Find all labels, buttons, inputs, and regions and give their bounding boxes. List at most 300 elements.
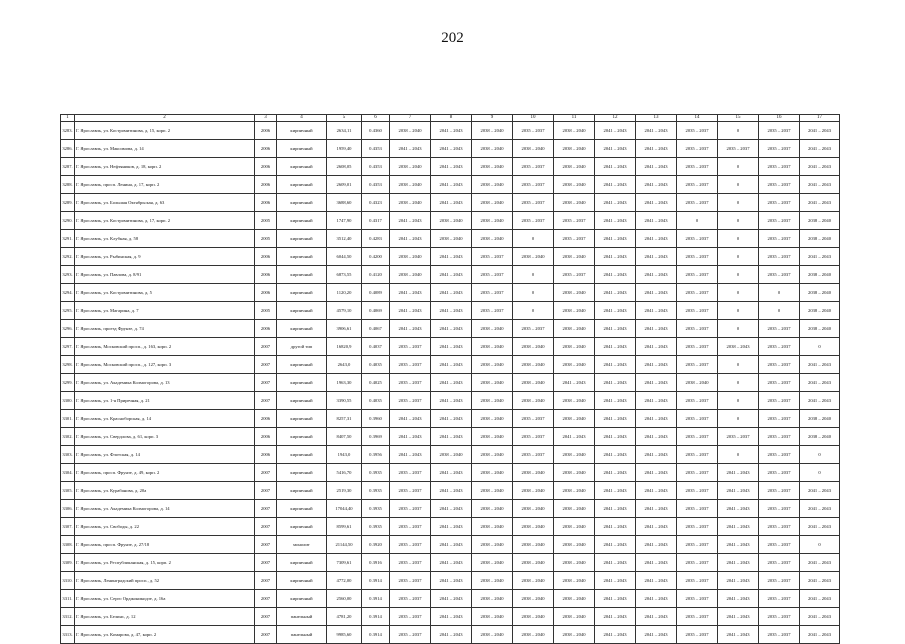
table-cell: 2035 – 2037 [677, 536, 718, 554]
table-row [61, 320, 840, 338]
table-cell: 3295. [61, 302, 75, 320]
table-cell: 2041 – 2043 [718, 626, 759, 644]
table-cell: 2035 – 2037 [390, 482, 431, 500]
table-cell: 2035 – 2037 [759, 356, 800, 374]
table-cell: 2035 – 2037 [759, 140, 800, 158]
table-cell: 2038 – 2040 [554, 356, 595, 374]
table-cell: 2041 – 2043 [390, 212, 431, 230]
table-cell: 2041 – 2043 [800, 518, 840, 536]
table-cell: кирпичный [277, 320, 327, 338]
table-cell: 0.3935 [362, 500, 390, 518]
table-cell: 2041 – 2043 [595, 410, 636, 428]
table-cell: 2035 – 2037 [759, 518, 800, 536]
table-cell: 2041 – 2043 [718, 482, 759, 500]
column-header: 2 [75, 115, 255, 122]
table-cell: 2041 – 2043 [431, 320, 472, 338]
table-cell: 2006 [255, 446, 277, 464]
table-cell: 2041 – 2043 [636, 464, 677, 482]
table-cell: 2041 – 2043 [636, 212, 677, 230]
table-cell: 2038 – 2040 [800, 410, 840, 428]
table-row [61, 608, 840, 626]
table-row [61, 428, 840, 446]
address-cell: Г. Ярославль, ул. Костромитинова, д. 15, корп. 2 [75, 122, 255, 140]
table-cell: 2041 – 2043 [595, 500, 636, 518]
address-cell: Г. Ярославль, просп. Ленина, д. 17, корп. 2 [75, 176, 255, 194]
table-cell: 4772,00 [327, 572, 362, 590]
address-cell: Г. Ярославль, ул. Флотская, д. 14 [75, 446, 255, 464]
table-cell: 2041 – 2043 [718, 464, 759, 482]
table-cell: 2035 – 2037 [390, 518, 431, 536]
table-cell: 2007 [255, 338, 277, 356]
address-cell: Г. Ярославль, ул. Белинс, д. 12 [75, 608, 255, 626]
table-cell: 2038 – 2040 [554, 176, 595, 194]
table-cell: 0 [718, 392, 759, 410]
table-cell: 2038 – 2040 [472, 428, 513, 446]
table-cell: 0.3960 [362, 410, 390, 428]
address-cell: Г. Ярославль, ул. Большая Октябрьская, д. 63 [75, 194, 255, 212]
table-row [61, 248, 840, 266]
table-cell: 0.3956 [362, 446, 390, 464]
table-cell: 2041 – 2043 [431, 482, 472, 500]
address-cell: Г. Ярославль, проезд Фрунзе, д. 74 [75, 320, 255, 338]
table-cell: 3301. [61, 410, 75, 428]
table-cell: 2041 – 2043 [390, 302, 431, 320]
table-cell: 2038 – 2040 [472, 158, 513, 176]
table-cell: 0 [677, 212, 718, 230]
table-cell: 2041 – 2043 [718, 590, 759, 608]
table-cell: 2041 – 2043 [431, 338, 472, 356]
table-cell: 2041 – 2043 [800, 356, 840, 374]
column-header: 15 [718, 115, 759, 122]
table-cell: 2041 – 2043 [595, 626, 636, 644]
table-cell: 2006 [255, 248, 277, 266]
table-cell: кирпичный [277, 230, 327, 248]
table-cell: 2041 – 2043 [595, 140, 636, 158]
table-cell: 0 [513, 230, 554, 248]
table-cell: кирпичный [277, 410, 327, 428]
table-cell: 6044,50 [327, 248, 362, 266]
table-cell: 2041 – 2043 [800, 482, 840, 500]
table-cell: 2041 – 2043 [390, 230, 431, 248]
address-cell: Г. Ярославль, просп. Фрунзе, д. 49, корп. 2 [75, 464, 255, 482]
column-header: 14 [677, 115, 718, 122]
column-header: 1 [61, 115, 75, 122]
table-cell: 2035 – 2037 [759, 554, 800, 572]
table-cell: 2038 – 2040 [513, 248, 554, 266]
table-cell: 2038 – 2040 [472, 320, 513, 338]
table-cell: кирпичный [277, 392, 327, 410]
table-cell: 2038 – 2040 [554, 320, 595, 338]
table-cell: 2041 – 2043 [595, 518, 636, 536]
table-cell: 2560,00 [327, 590, 362, 608]
table-cell: 3286. [61, 140, 75, 158]
table-cell: 2035 – 2037 [390, 464, 431, 482]
table-cell: 2041 – 2043 [595, 194, 636, 212]
table-cell: 2041 – 2043 [636, 410, 677, 428]
column-header: 10 [513, 115, 554, 122]
column-header: 12 [595, 115, 636, 122]
table-cell: 2007 [255, 482, 277, 500]
table-cell: 2038 – 2040 [472, 374, 513, 392]
table-row [61, 356, 840, 374]
table-cell: 2041 – 2043 [431, 626, 472, 644]
table-cell: 2035 – 2037 [677, 266, 718, 284]
table-cell: 0 [718, 320, 759, 338]
address-cell: Г. Ярославль, ул. Магарина, д. 7 [75, 302, 255, 320]
table-cell: 2038 – 2040 [390, 194, 431, 212]
table-cell: 2035 – 2037 [759, 176, 800, 194]
table-cell: 2041 – 2043 [595, 374, 636, 392]
table-cell: 2035 – 2037 [718, 140, 759, 158]
table-cell: 3304. [61, 464, 75, 482]
table-cell: 2035 – 2037 [759, 158, 800, 176]
table-row [61, 626, 840, 644]
table-cell: 2038 – 2040 [554, 464, 595, 482]
table-cell: 2041 – 2043 [595, 536, 636, 554]
table-cell: 2038 – 2040 [554, 554, 595, 572]
table-cell: 2038 – 2043 [718, 338, 759, 356]
table-cell: 2038 – 2040 [554, 392, 595, 410]
table-cell: 0 [718, 446, 759, 464]
table-cell: 2041 – 2043 [431, 158, 472, 176]
table-cell: 2041 – 2043 [554, 374, 595, 392]
table-cell: 2007 [255, 590, 277, 608]
table-cell: 2038 – 2040 [513, 572, 554, 590]
table-cell: 2035 – 2037 [677, 356, 718, 374]
table-cell: 2038 – 2040 [554, 284, 595, 302]
table-cell: 2038 – 2040 [472, 392, 513, 410]
table-cell: 2035 – 2037 [759, 608, 800, 626]
table-cell: 2006 [255, 140, 277, 158]
table-cell: 2643,0 [327, 356, 362, 374]
table-cell: 2038 – 2040 [800, 230, 840, 248]
table-cell: 2038 – 2040 [800, 320, 840, 338]
table-cell: 2041 – 2043 [595, 392, 636, 410]
table-cell: 2035 – 2037 [759, 392, 800, 410]
address-cell: Г. Ярославль, Ленинградский просп., д. 52 [75, 572, 255, 590]
table-cell: 2035 – 2037 [759, 212, 800, 230]
table-cell: 2038 – 2040 [554, 338, 595, 356]
address-cell: Г. Ярославль, Московский просп., д. 127, корп. 3 [75, 356, 255, 374]
table-row [61, 500, 840, 518]
table-cell: 2038 – 2040 [472, 338, 513, 356]
table-cell: 2041 – 2043 [636, 392, 677, 410]
table-cell: 2035 – 2037 [718, 428, 759, 446]
table-cell: 2038 – 2040 [472, 410, 513, 428]
table-cell: 2007 [255, 554, 277, 572]
table-cell: 2007 [255, 572, 277, 590]
table-cell: 2038 – 2040 [513, 338, 554, 356]
table-cell: 1963,30 [327, 374, 362, 392]
table-cell: кирпичный [277, 572, 327, 590]
table-cell: 2041 – 2043 [636, 320, 677, 338]
table-cell: 2038 – 2040 [513, 464, 554, 482]
table-cell: 3310. [61, 572, 75, 590]
table-cell: 2038 – 2040 [472, 518, 513, 536]
table-cell: 2041 – 2043 [800, 500, 840, 518]
column-header: 11 [554, 115, 595, 122]
table-cell: 2041 – 2043 [595, 158, 636, 176]
table-cell: 0 [718, 266, 759, 284]
table-cell: 0.4035 [362, 392, 390, 410]
table-cell: 2006 [255, 320, 277, 338]
table-cell: 2041 – 2043 [431, 284, 472, 302]
table-row [61, 302, 840, 320]
page-number: 202 [441, 30, 464, 46]
table-cell: 2038 – 2040 [554, 536, 595, 554]
table-cell: 2041 – 2043 [595, 230, 636, 248]
table-cell: 2041 – 2043 [431, 194, 472, 212]
address-cell: Г. Ярославль, ул. Костромитинова, д. 17, корп. 2 [75, 212, 255, 230]
table-cell: 2041 – 2043 [390, 140, 431, 158]
table-cell: 2038 – 2040 [472, 608, 513, 626]
table-cell: 0.4283 [362, 230, 390, 248]
table-cell: панельный [277, 608, 327, 626]
table-cell: 2041 – 2043 [431, 122, 472, 140]
address-cell: Г. Ярославль, ул. Академика Колмогорова, д. 14 [75, 500, 255, 518]
table-cell: 2035 – 2037 [677, 158, 718, 176]
table-row [61, 392, 840, 410]
table-cell: 2006 [255, 410, 277, 428]
table-cell: 17044,40 [327, 500, 362, 518]
address-cell: Г. Ярославль, ул. Рыбинская, д. 9 [75, 248, 255, 266]
table-cell: 2035 – 2037 [513, 320, 554, 338]
table-cell: 2041 – 2043 [595, 572, 636, 590]
table-cell: 3288. [61, 176, 75, 194]
table-cell: 2041 – 2043 [390, 410, 431, 428]
table-cell: 4579,10 [327, 302, 362, 320]
table-cell: 2041 – 2043 [431, 590, 472, 608]
table-cell: кирпичный [277, 284, 327, 302]
table-cell: 2041 – 2043 [431, 464, 472, 482]
table-cell: 2006 [255, 266, 277, 284]
table-cell: 2038 – 2040 [472, 572, 513, 590]
table-row [61, 554, 840, 572]
table-cell: 2038 – 2040 [472, 554, 513, 572]
address-cell: Г. Ярославль, ул. Костромитинова, д. 5 [75, 284, 255, 302]
table-cell: 2041 – 2043 [595, 176, 636, 194]
table-row [61, 446, 840, 464]
table-cell: 2041 – 2043 [800, 554, 840, 572]
table-cell: 8257,31 [327, 410, 362, 428]
table-cell: 2038 – 2040 [513, 554, 554, 572]
table-cell: 0.3935 [362, 482, 390, 500]
table-cell: 2038 – 2040 [431, 446, 472, 464]
table-cell: 2007 [255, 356, 277, 374]
table-cell: 2038 – 2040 [472, 536, 513, 554]
table-cell: 2038 – 2040 [390, 158, 431, 176]
table-cell: 2041 – 2043 [431, 554, 472, 572]
table-cell: 2035 – 2037 [759, 230, 800, 248]
table-cell: 3289. [61, 194, 75, 212]
table-cell: 2006 [255, 122, 277, 140]
table-cell: 2041 – 2043 [800, 176, 840, 194]
table-cell: 2041 – 2043 [718, 536, 759, 554]
table-cell: кирпичный [277, 554, 327, 572]
table-cell: 0.4200 [362, 248, 390, 266]
table-cell: 2035 – 2037 [513, 212, 554, 230]
table-cell: 2035 – 2037 [677, 320, 718, 338]
table-cell: 2038 – 2040 [513, 140, 554, 158]
table-cell: 2038 – 2040 [677, 374, 718, 392]
table-row [61, 374, 840, 392]
table-row [61, 140, 840, 158]
table-cell: 2041 – 2043 [390, 446, 431, 464]
table-cell: 2038 – 2040 [472, 590, 513, 608]
table-cell: 2035 – 2037 [390, 392, 431, 410]
table-cell: 2035 – 2037 [390, 626, 431, 644]
table-cell: 2035 – 2037 [677, 248, 718, 266]
table-cell: 3308. [61, 536, 75, 554]
table-cell: 2038 – 2040 [472, 194, 513, 212]
table-cell: кирпичный [277, 590, 327, 608]
table-cell: 0 [718, 230, 759, 248]
table-cell: 0 [513, 266, 554, 284]
table-cell: 0.3969 [362, 428, 390, 446]
table-cell: 0.4067 [362, 320, 390, 338]
table-cell: 2035 – 2037 [759, 536, 800, 554]
table-cell: 2608,05 [327, 158, 362, 176]
table-cell: 0.3935 [362, 464, 390, 482]
table-cell: 1959,40 [327, 140, 362, 158]
table-cell: 2041 – 2043 [718, 554, 759, 572]
table-cell: 2038 – 2040 [513, 518, 554, 536]
table-cell: 3390,55 [327, 392, 362, 410]
table-cell: 2038 – 2040 [554, 140, 595, 158]
table-row [61, 482, 840, 500]
table-cell: 2038 – 2040 [513, 590, 554, 608]
table-cell: 2041 – 2043 [636, 158, 677, 176]
table-cell: 3300. [61, 392, 75, 410]
table-cell: 2041 – 2043 [595, 302, 636, 320]
table-cell: 2041 – 2043 [800, 248, 840, 266]
table-cell: 2041 – 2043 [718, 518, 759, 536]
table-cell: 1120,20 [327, 284, 362, 302]
table-cell: 2007 [255, 518, 277, 536]
table-row [61, 572, 840, 590]
table-cell: 2041 – 2043 [431, 608, 472, 626]
table-cell: монолит [277, 536, 327, 554]
table-cell: 3307. [61, 518, 75, 536]
table-cell: 2035 – 2037 [677, 428, 718, 446]
table-cell: 0.3916 [362, 554, 390, 572]
table-cell: 2035 – 2037 [677, 122, 718, 140]
table-cell: 2041 – 2043 [431, 248, 472, 266]
address-cell: Г. Ярославль, ул. Максимова, д. 14 [75, 140, 255, 158]
table-cell: 2041 – 2043 [636, 608, 677, 626]
table-cell: 5416,70 [327, 464, 362, 482]
table-cell: 2038 – 2040 [513, 626, 554, 644]
table-cell: 2035 – 2037 [677, 140, 718, 158]
table-cell: 2041 – 2043 [800, 122, 840, 140]
table-row [61, 284, 840, 302]
table-cell: 2035 – 2037 [472, 284, 513, 302]
table-cell: 2035 – 2037 [677, 482, 718, 500]
table-cell: 2041 – 2043 [595, 464, 636, 482]
address-cell: Г. Ярославль, ул. 1-я Приречная, д. 21 [75, 392, 255, 410]
table-cell: 2035 – 2037 [759, 428, 800, 446]
table-cell: 2038 – 2040 [554, 248, 595, 266]
table-cell: 2035 – 2037 [677, 590, 718, 608]
table-cell: 4781,20 [327, 608, 362, 626]
table-cell: 2035 – 2037 [472, 248, 513, 266]
table-cell: 0.3914 [362, 608, 390, 626]
table-cell: 1943,0 [327, 446, 362, 464]
table-cell: 2041 – 2043 [431, 428, 472, 446]
table-cell: 2035 – 2037 [677, 194, 718, 212]
table-cell: 1747,90 [327, 212, 362, 230]
table-cell: 3309. [61, 554, 75, 572]
table-cell: 2041 – 2043 [636, 554, 677, 572]
table-cell: 2041 – 2043 [431, 536, 472, 554]
table-cell: 2041 – 2043 [636, 374, 677, 392]
table-cell: 0 [718, 248, 759, 266]
table-cell: 2041 – 2043 [595, 590, 636, 608]
table-cell: 0.4360 [362, 122, 390, 140]
table-row [61, 410, 840, 428]
table-row [61, 176, 840, 194]
table-cell: 0 [718, 176, 759, 194]
table-cell: 3293. [61, 266, 75, 284]
table-cell: 2038 – 2040 [554, 626, 595, 644]
table-cell: 2041 – 2043 [800, 158, 840, 176]
address-cell: Г. Ярославль, ул. Нефтяников, д. 18, корп. 2 [75, 158, 255, 176]
table-cell: 2035 – 2037 [677, 392, 718, 410]
table-cell: 2035 – 2037 [677, 338, 718, 356]
table-cell: 2035 – 2037 [677, 518, 718, 536]
table-cell: 3298. [61, 356, 75, 374]
table-cell: 2038 – 2040 [554, 608, 595, 626]
table-cell: 0 [718, 374, 759, 392]
table-cell: 2041 – 2043 [431, 302, 472, 320]
table-cell: 2035 – 2037 [390, 554, 431, 572]
table-cell: кирпичный [277, 500, 327, 518]
table-cell: 2035 – 2037 [472, 302, 513, 320]
table-cell: 0.4089 [362, 284, 390, 302]
table-cell: 2035 – 2037 [677, 626, 718, 644]
table-cell: 2035 – 2037 [759, 572, 800, 590]
table-cell: 2041 – 2043 [800, 392, 840, 410]
table-cell: 2035 – 2037 [759, 446, 800, 464]
table-cell: 2041 – 2043 [718, 572, 759, 590]
table-cell: 2041 – 2043 [800, 608, 840, 626]
table-cell: 2006 [255, 158, 277, 176]
address-cell: Г. Ярославль, ул. Свободы, д. 22 [75, 518, 255, 536]
table-cell: 2038 – 2040 [431, 230, 472, 248]
table-cell: 2005 [255, 212, 277, 230]
table-cell: 2035 – 2037 [677, 554, 718, 572]
address-cell: Г. Ярославль, ул. Комарова, д. 47, корп. 2 [75, 626, 255, 644]
table-cell: 2041 – 2043 [595, 338, 636, 356]
table-cell: кирпичный [277, 266, 327, 284]
table-cell: 0 [718, 356, 759, 374]
table-cell: 2005 [255, 230, 277, 248]
table-cell: 2035 – 2037 [390, 536, 431, 554]
table-cell: кирпичный [277, 482, 327, 500]
table-cell: 2035 – 2037 [759, 482, 800, 500]
table-cell: 2007 [255, 608, 277, 626]
table-cell: 2038 – 2040 [472, 212, 513, 230]
table-cell: 2038 – 2040 [472, 482, 513, 500]
table-cell: 2038 – 2040 [472, 356, 513, 374]
table-cell: 2038 – 2040 [472, 626, 513, 644]
table-cell: 0 [759, 302, 800, 320]
table-cell: 2035 – 2037 [513, 176, 554, 194]
table-cell: кирпичный [277, 518, 327, 536]
table-cell: 2035 – 2037 [513, 122, 554, 140]
address-cell: Г. Ярославль, ул. Свердлова, д. 61, корп. 3 [75, 428, 255, 446]
table-cell: 2035 – 2037 [677, 608, 718, 626]
